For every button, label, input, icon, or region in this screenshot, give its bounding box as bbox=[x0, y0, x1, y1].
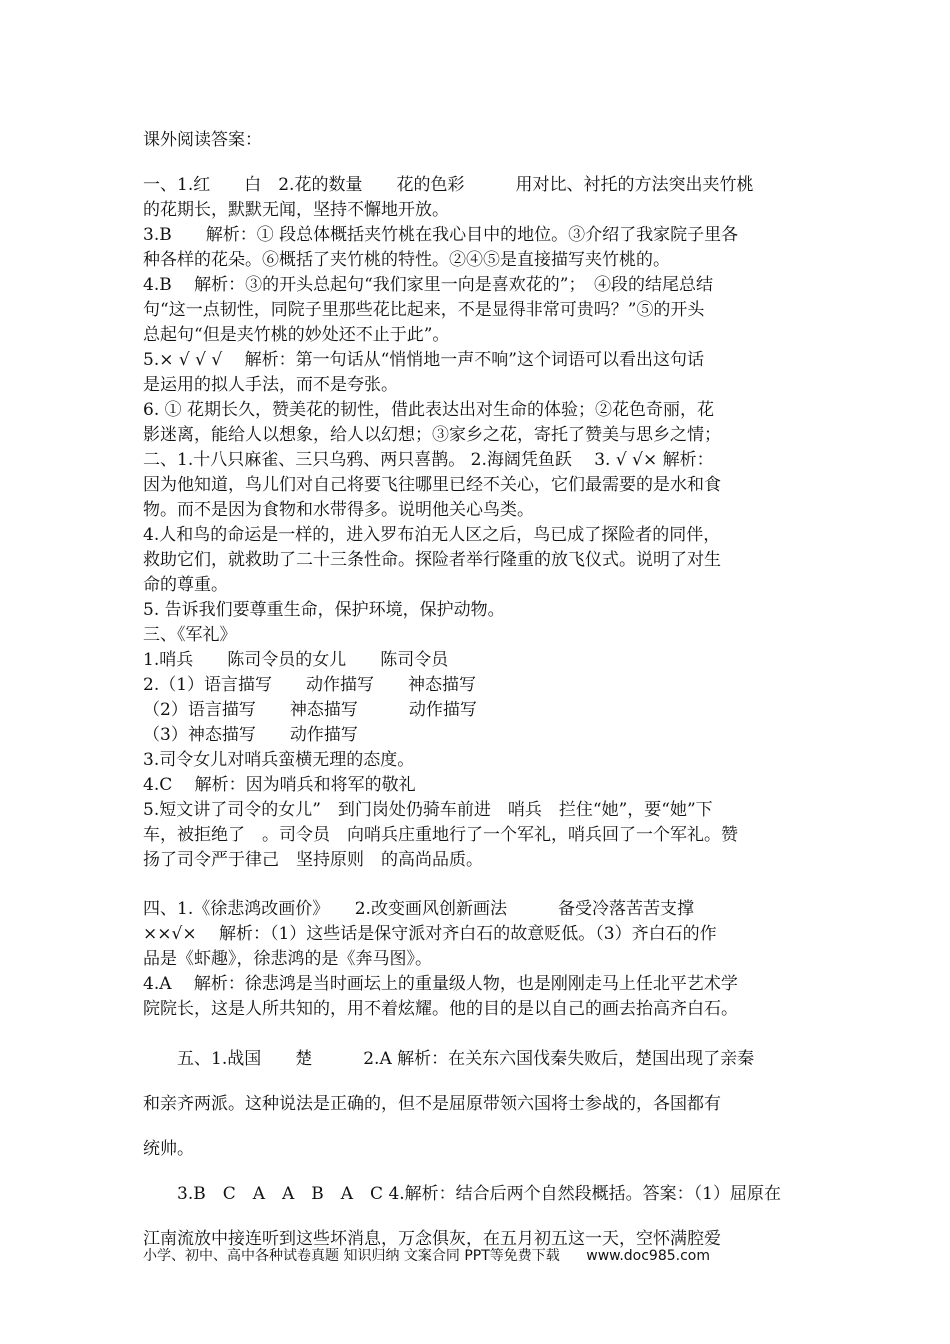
text-line: 3.B C A A B A C 4.解析：结合后两个自然段概括。答案：（1）屈原在 bbox=[143, 1184, 781, 1204]
text-line: 五、1.战国 楚 2.A 解析：在关东六国伐秦失败后，楚国出现了亲秦 bbox=[143, 1049, 755, 1069]
text-line: 是运用的拟人手法，而不是夸张。 bbox=[143, 375, 398, 395]
text-line: 品是《虾趣》，徐悲鸿的是《奔马图》。 bbox=[143, 949, 432, 969]
text-line: 总起句“但是夹竹桃的妙处还不止于此”。 bbox=[143, 325, 450, 345]
text-line: 2.（1）语言描写 动作描写 神态描写 bbox=[143, 675, 477, 695]
answer-section-5 bbox=[143, 1037, 813, 1262]
answer-section-1-3 bbox=[143, 173, 813, 873]
text-line: 句“这一点韧性，同院子里那些花比起来，不是显得非常可贵吗？”⑤的开头 bbox=[143, 300, 705, 320]
text-line: 三、《军礼》 bbox=[143, 625, 237, 645]
text-line: 种各样的花朵。⑥概括了夹竹桃的特性。②④⑤是直接描写夹竹桃的。 bbox=[143, 250, 670, 270]
text-line: 4.人和鸟的命运是一样的，进入罗布泊无人区之后，鸟已成了探险者的同伴， bbox=[143, 525, 721, 545]
footer bbox=[143, 1245, 843, 1265]
text-line: 二、1.十八只麻雀、三只乌鸦、两只喜鹊。 2.海阔凭鱼跃 3. √ √× 解析： bbox=[143, 450, 714, 470]
text-line: 3.司令女儿对哨兵蛮横无理的态度。 bbox=[143, 750, 415, 770]
text-line: （2）语言描写 神态描写 动作描写 bbox=[143, 700, 477, 720]
text-line: 4.C 解析：因为哨兵和将军的敬礼 bbox=[143, 775, 416, 795]
text-line: 扬了司令严于律己 坚持原则 的高尚品质。 bbox=[143, 850, 483, 870]
text-line: 5.短文讲了司令的女儿” 到门岗处仍骑车前进 哨兵 拦住“她”，要“她”下 bbox=[143, 800, 713, 820]
text-line: 的花期长，默默无闻，坚持不懈地开放。 bbox=[143, 200, 449, 220]
text-line: 1.哨兵 陈司令员的女儿 陈司令员 bbox=[143, 650, 449, 670]
text-line: 和亲齐两派。这种说法是正确的，但不是屈原带领六国将士参战的，各国都有 bbox=[143, 1094, 721, 1114]
text-line: 四、1.《徐悲鸿改画价》 2.改变画风创新画法 备受冷落苦苦支撑 bbox=[143, 899, 694, 919]
text-line: 一、1.红 白 2.花的数量 花的色彩 用对比、衬托的方法突出夹竹桃 bbox=[143, 175, 754, 195]
text-line: 院院长，这是人所共知的，用不着炫耀。他的目的是以自己的画去抬高齐白石。 bbox=[143, 999, 738, 1019]
text-line: 命的尊重。 bbox=[143, 575, 228, 595]
answer-section-4 bbox=[143, 897, 813, 1022]
text-line: 影迷离，能给人以想象，给人以幻想；③家乡之花，寄托了赞美与思乡之情； bbox=[143, 425, 721, 445]
text-line: 4.A 解析：徐悲鸿是当时画坛上的重量级人物，也是刚刚走马上任北平艺术学 bbox=[143, 974, 738, 994]
text-line: 6. ① 花期长久，赞美花的韧性，借此表达出对生命的体验；②花色奇丽，花 bbox=[143, 400, 715, 420]
text-line: 5.× √ √ √ 解析：第一句话从“悄悄地一声不响”这个词语可以看出这句话 bbox=[143, 350, 704, 370]
text-line: 救助它们，就救助了二十三条性命。探险者举行隆重的放飞仪式。说明了对生 bbox=[143, 550, 721, 570]
text-line: （3）神态描写 动作描写 bbox=[143, 725, 358, 745]
page-title: 课外阅读答案： bbox=[143, 130, 262, 150]
text-line: 因为他知道，鸟儿们对自己将要飞往哪里已经不关心，它们最需要的是水和食 bbox=[143, 475, 721, 495]
footer-text: 小学、初中、高中各种试卷真题 知识归纳 文案合同 PPT等免费下载 bbox=[143, 1248, 560, 1264]
text-line: 江南流放中接连听到这些坏消息，万念俱灰，在五月初五这一天，空怀满腔爱 bbox=[143, 1229, 721, 1249]
text-line: ××√× 解析：（1）这些话是保守派对齐白石的故意贬低。（3）齐白石的作 bbox=[143, 924, 717, 944]
text-line: 5. 告诉我们要尊重生命，保护环境，保护动物。 bbox=[143, 600, 505, 620]
footer-url: www.doc985.com bbox=[586, 1248, 710, 1264]
text-line: 4.B 解析：③的开头总起句“我们家里一向是喜欢花的”； ④段的结尾总结 bbox=[143, 275, 713, 295]
text-line: 3.B 解析：① 段总体概括夹竹桃在我心目中的地位。③介绍了我家院子里各 bbox=[143, 225, 739, 245]
text-line: 物。而不是因为食物和水带得多。说明他关心鸟类。 bbox=[143, 500, 534, 520]
text-line: 统帅。 bbox=[143, 1139, 194, 1159]
text-line: 车，被拒绝了 。司令员 向哨兵庄重地行了一个军礼，哨兵回了一个军礼。赞 bbox=[143, 825, 738, 845]
